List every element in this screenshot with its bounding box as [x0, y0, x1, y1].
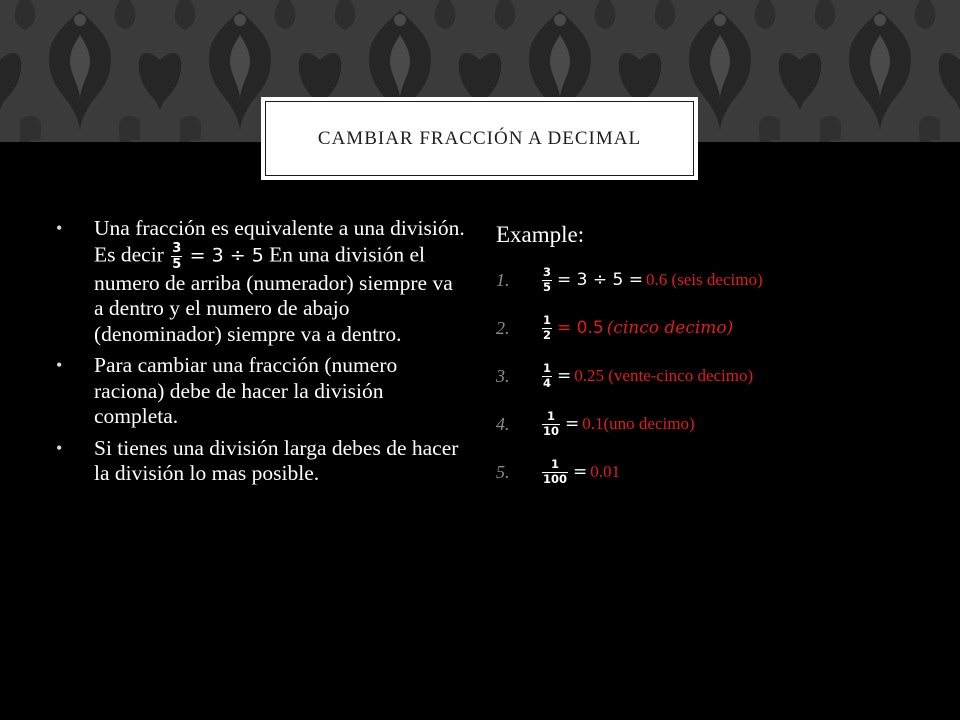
example-fraction: $\frac{1}{4}$: [543, 361, 552, 390]
title-box: [261, 97, 698, 180]
example-number: 5.: [496, 461, 510, 482]
bullet-item-2: [56, 353, 466, 430]
bullet-icon: •: [56, 355, 63, 375]
example-fraction: $\frac{1}{10}$: [543, 409, 560, 438]
example-number: 3.: [496, 365, 510, 386]
bullet-1-math: = 3 ÷ 5: [189, 243, 264, 266]
example-number: 4.: [496, 413, 510, 434]
example-item-4: [496, 400, 946, 448]
example-result: 0.6 (seis decimo): [646, 270, 763, 289]
example-fraction: $\frac{1}{2}$: [543, 313, 552, 342]
bullet-1-text-a: Una fracción es equivalente a una división. Es decir: [94, 216, 465, 266]
example-math: =: [565, 414, 580, 434]
fraction-3-5: $\frac{3}{5}$: [172, 240, 182, 272]
bullet-3-text: Si tienes una división larga debes de hacer la división lo mas posible.: [94, 435, 459, 485]
example-math: = 3 ÷ 5 =: [557, 270, 643, 290]
example-panel: [496, 222, 946, 496]
title-frame: [265, 101, 694, 176]
example-result: 0.1(uno decimo): [582, 414, 695, 433]
bullet-list: [56, 216, 466, 493]
bullet-1-text-b: En una división el numero de arriba (numerador) siempre va a dentro y el numero de abajo (denominador) siempre va a dentro.: [94, 241, 453, 346]
bullet-icon: •: [56, 437, 63, 458]
example-result: (cinco decimo): [606, 318, 734, 338]
example-label: Example:: [496, 222, 585, 247]
slide-title: CAMBIAR FRACCIÓN A DECIMAL: [317, 127, 642, 149]
example-item-1: [496, 256, 946, 304]
example-number: 2.: [496, 317, 510, 338]
example-fraction: $\frac{3}{5}$: [543, 265, 552, 294]
bullet-item-1: [56, 216, 466, 347]
example-item-5: [496, 448, 946, 496]
example-fraction: $\frac{1}{100}$: [543, 457, 568, 486]
example-math: = 0.5: [557, 318, 604, 338]
example-math: =: [573, 462, 588, 482]
bullet-2-text: Para cambiar una fracción (numero raciona) debe de hacer la división completa.: [94, 353, 398, 428]
example-number: 1.: [496, 269, 510, 290]
example-item-3: [496, 352, 946, 400]
example-result: 0.01: [590, 462, 621, 481]
example-math: =: [557, 366, 572, 386]
example-item-2: [496, 304, 946, 352]
bullet-item-3: [56, 436, 466, 487]
bullet-icon: •: [56, 218, 63, 238]
example-result: 0.25 (vente-cinco decimo): [574, 366, 754, 385]
